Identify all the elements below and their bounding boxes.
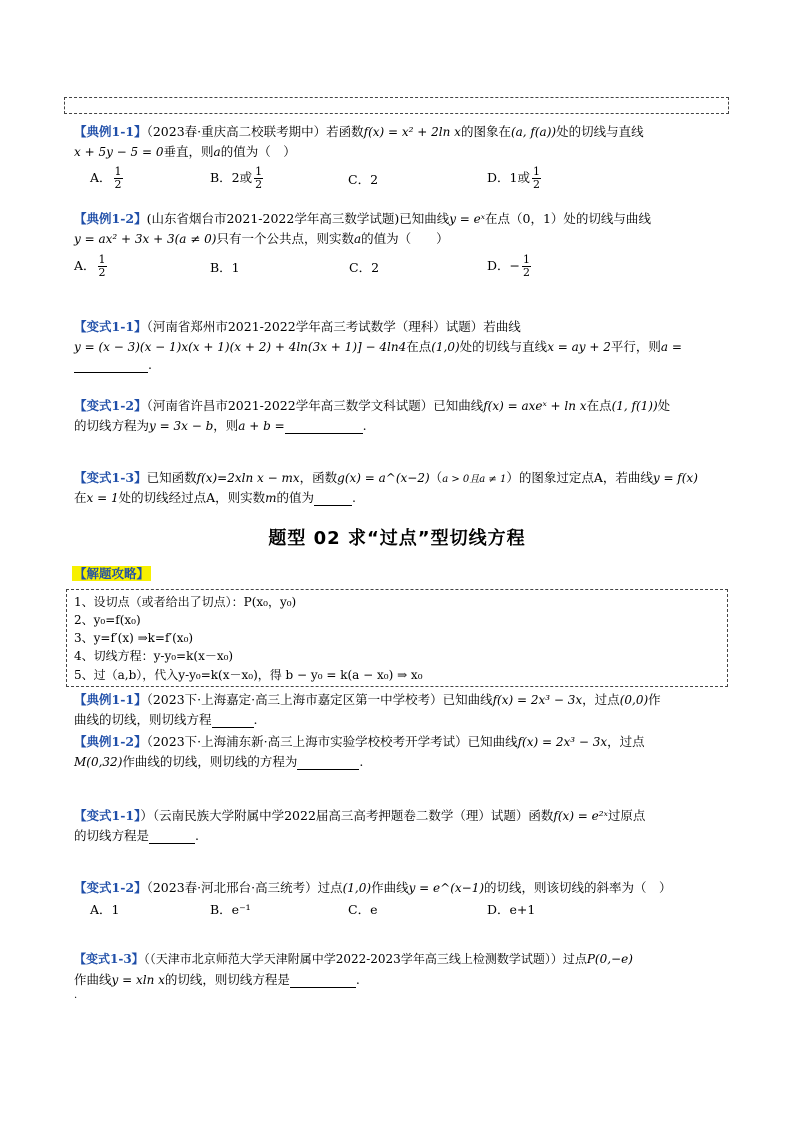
condition: a > 0且a ≠ 1 — [442, 474, 507, 485]
text: 的值为（ ） — [220, 144, 296, 159]
variant-2-2-line1 — [74, 878, 672, 896]
option-a: A．1 — [90, 902, 120, 917]
text: 作曲线 — [74, 972, 112, 987]
source-text: （2023下·上海浦东新·高三上海市实验学校校考开学考试）已知曲线 — [146, 734, 518, 749]
variant-1-1-line1 — [74, 317, 521, 335]
example-tag: 【典例1-2】 — [74, 734, 147, 749]
point-expression: (1,0) — [431, 340, 460, 354]
curve-expression: y = e^(x−1) — [408, 881, 485, 895]
option-d: D．e+1 — [487, 902, 536, 917]
source-text: （河南省郑州市2021-2022学年高三考试数学（理科）试题）若曲线 — [146, 319, 521, 334]
numerator: 1 — [98, 253, 106, 266]
variant-2-3-line2 — [74, 970, 360, 988]
denominator: 2 — [532, 178, 540, 191]
period: . — [148, 357, 152, 372]
point-expression: (a, f(a)) — [510, 125, 557, 139]
text: ，过点 — [607, 734, 645, 749]
answer-blank[interactable] — [149, 828, 195, 844]
text: 处的切线与直线 — [459, 339, 548, 354]
top-dashed-box — [64, 97, 729, 114]
answer-blank[interactable] — [314, 490, 352, 506]
variant-tag: 【变式1-1】 — [74, 808, 141, 823]
function-g-expression: g(x) = a^(x−2) — [337, 471, 430, 485]
footer-dot: . — [74, 990, 78, 1001]
function-expression: f(x) = 2x³ − 3x — [492, 693, 583, 707]
denominator: 2 — [98, 266, 106, 279]
text: 的值为（ ） — [361, 231, 449, 246]
option-c: C．2 — [349, 260, 380, 275]
variant-tag: 【变式1-3】 — [74, 952, 144, 966]
text: 的值为 — [276, 490, 315, 505]
variant-tag: 【变式1-2】 — [74, 880, 147, 895]
point-expression: (1,0) — [342, 881, 372, 895]
example-2-2-line1 — [74, 732, 645, 750]
variant-2-2-options — [90, 900, 610, 920]
example-tag: 【典例1-1】 — [74, 124, 147, 139]
var-a: a — [353, 232, 362, 246]
text: 的图象在 — [460, 124, 511, 139]
text: 的切线方程为 — [74, 418, 150, 433]
text: 在点 — [406, 339, 432, 354]
text: 平行，则 — [610, 339, 661, 354]
function-expression: y = eˣ — [449, 212, 486, 226]
source-text: （2023春·重庆高二校联考期中）若函数 — [146, 124, 364, 139]
text: 曲线的切线，则切线方程 — [74, 712, 212, 727]
variant-2-1-line1 — [74, 806, 645, 824]
example-1-2-options — [74, 248, 614, 280]
source-text: （河南省许昌市2021-2022学年高三数学文科试题）已知曲线 — [146, 398, 484, 413]
text: （ — [429, 470, 443, 485]
source-text: ）（云南民族大学附属中学2022届高三高考押题卷二数学（理）试题）函数 — [140, 808, 554, 823]
section-title: 题型 02 求“过点”型切线方程 — [268, 528, 526, 549]
text: 已知函数 — [146, 470, 197, 485]
answer-blank[interactable] — [297, 754, 359, 770]
period: . — [195, 828, 199, 843]
fraction — [522, 254, 531, 279]
var-m: m — [265, 491, 277, 505]
example-tag: 【典例1-2】 — [74, 211, 147, 226]
option-c: C．2 — [348, 172, 379, 187]
fraction — [98, 254, 107, 279]
example-2-1-line1 — [74, 690, 661, 708]
text: 垂直，则 — [163, 144, 214, 159]
point-expression: M(0,32) — [74, 755, 123, 769]
text: 处的切线与直线 — [556, 124, 644, 139]
function-expression: f(x) = axeˣ + ln x — [483, 399, 587, 413]
text: 作 — [648, 692, 661, 707]
curve-equation: y = ax² + 3x + 3(a ≠ 0) — [74, 232, 217, 246]
curve-equation: y = (x − 3)(x − 1)x(x + 1)(x + 2) + 4ln(3x + 1)] − 4ln4 — [74, 340, 407, 354]
option-label: D．− — [487, 258, 520, 273]
option-b: B．1 — [210, 260, 240, 275]
option-a — [90, 166, 125, 191]
strategy-label-row — [72, 564, 151, 582]
answer-blank[interactable] — [290, 972, 356, 988]
example-1-1-line1 — [74, 122, 644, 140]
answer-blank[interactable] — [285, 418, 363, 434]
option-label: D．1或 — [487, 170, 530, 185]
variant-2-1-line2 — [74, 826, 199, 844]
example-1-1-options — [90, 160, 590, 190]
text: 在点（0，1）处的切线与曲线 — [485, 211, 651, 226]
denominator: 2 — [523, 266, 530, 279]
example-2-2-line2 — [74, 752, 363, 770]
period: . — [359, 754, 364, 769]
variant-1-2-line1 — [74, 396, 670, 414]
fraction — [254, 166, 263, 191]
text: 在点 — [586, 398, 612, 413]
denominator: 2 — [255, 178, 263, 191]
variant-tag: 【变式1-2】 — [74, 398, 147, 413]
period: . — [362, 418, 367, 433]
fraction — [532, 166, 541, 191]
example-1-1-line2 — [74, 142, 296, 160]
variant-1-3-line2 — [74, 488, 356, 506]
line-equation: x + 5y − 5 = 0 — [74, 145, 164, 159]
answer-lhs: a = — [660, 340, 682, 354]
function-expression: f(x) = x² + 2ln x — [363, 125, 461, 139]
answer-lhs: a + b = — [238, 419, 285, 433]
text: 在 — [74, 490, 87, 505]
text: ，过点 — [582, 692, 620, 707]
period: . — [355, 972, 360, 987]
source-text: （2023下·上海嘉定·高三上海市嘉定区第一中学校考）已知曲线 — [146, 692, 493, 707]
function-expression: f(x) = 2x³ − 3x — [517, 735, 608, 749]
answer-blank[interactable] — [212, 712, 254, 728]
text: 作曲线 — [371, 880, 409, 895]
line-equation: x = ay + 2 — [547, 340, 611, 354]
variant-1-1-line2 — [74, 337, 682, 355]
point-expression: (0,0) — [619, 693, 649, 707]
curve-expression: y = xln x — [111, 973, 165, 987]
strategy-line-5: 5、过（a,b），代入y-y₀=k(x－x₀)，得 b − y₀ = k(a − x₀) ⇒ x₀ — [74, 668, 423, 682]
option-a — [74, 254, 109, 279]
option-c: C．e — [348, 902, 378, 917]
variant-1-2-line2 — [74, 416, 367, 434]
text: 处 — [657, 398, 671, 413]
source-text: （（天津市北京师范大学天津附属中学2022-2023学年高三线上检测数学试题））过点 — [143, 952, 587, 966]
strategy-line-4: 4、切线方程：y-y₀=k(x－x₀) — [74, 649, 234, 663]
x-value: x = 1 — [86, 491, 119, 505]
text: 作曲线的切线，则切线的方程为 — [122, 754, 298, 769]
strategy-line-3: 3、y=f′(x) ⇒k=f′(x₀) — [74, 631, 194, 645]
text: ，函数 — [299, 470, 338, 485]
numerator: 1 — [532, 165, 540, 178]
source-text: (山东省烟台市2021-2022学年高三数学试题)已知曲线 — [146, 211, 450, 226]
tangent-equation: y = 3x − b — [149, 419, 214, 433]
strategy-line-2: 2、y₀=f(x₀) — [74, 613, 141, 627]
option-b: B．e⁻¹ — [210, 902, 251, 917]
text: 的切线，则该切线的斜率为（ ） — [484, 880, 672, 895]
option-label: A． — [74, 258, 96, 273]
option-d — [487, 254, 533, 279]
numerator: 1 — [255, 165, 263, 178]
variant-tag: 【变式1-1】 — [74, 319, 147, 334]
strategy-line-1: 1、设切点（或者给出了切点）：P(x₀，y₀) — [74, 595, 297, 609]
numerator: 1 — [114, 165, 122, 178]
answer-blank[interactable] — [74, 357, 148, 373]
denominator: 2 — [114, 178, 122, 191]
text: 过原点 — [607, 808, 646, 823]
source-text: （2023春·河北邢台·高三统考）过点 — [146, 880, 343, 895]
option-b — [210, 166, 265, 191]
text: 只有一个公共点，则实数 — [216, 231, 354, 246]
function-expression: f(x) = e²ˣ — [553, 809, 608, 823]
example-1-2-line1 — [74, 209, 651, 227]
text: 的切线方程是 — [74, 828, 150, 843]
variant-tag: 【变式1-3】 — [74, 470, 147, 485]
point-expression: P(0,−e) — [586, 952, 633, 966]
example-2-1-line2 — [74, 710, 258, 728]
example-tag: 【典例1-1】 — [74, 692, 147, 707]
option-d — [487, 166, 543, 191]
text: 处的切线经过点A，则实数 — [118, 490, 266, 505]
curve-expression: y = f(x) — [652, 471, 698, 485]
variant-1-3-line1 — [74, 468, 698, 486]
strategy-label: 【解题攻略】 — [74, 566, 150, 581]
numerator: 1 — [523, 253, 530, 266]
function-expression: f(x)=2xln x − mx — [196, 471, 300, 485]
option-label: B．2或 — [210, 170, 253, 185]
text: ）的图象过定点A，若曲线 — [506, 470, 653, 485]
example-1-2-line2 — [74, 229, 449, 247]
text: ，则 — [213, 418, 239, 433]
fraction — [114, 166, 123, 191]
period: . — [352, 490, 357, 505]
variant-1-1-line3 — [74, 357, 152, 373]
variant-2-3-line1 — [74, 950, 633, 967]
period: . — [253, 712, 258, 727]
var-a: a — [213, 145, 221, 159]
option-label: A． — [90, 170, 112, 185]
point-expression: (1, f(1)) — [611, 399, 658, 413]
text: 的切线，则切线方程是 — [164, 972, 290, 987]
